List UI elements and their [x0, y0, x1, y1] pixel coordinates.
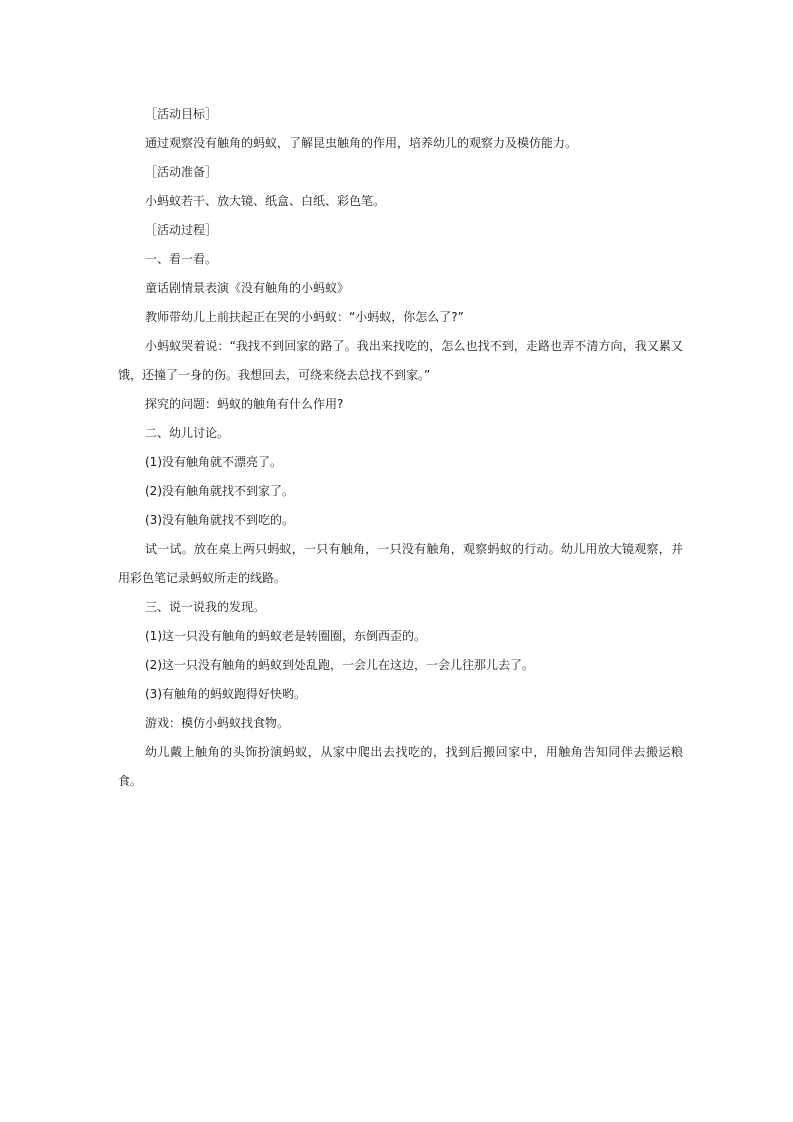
step-heading-discuss: 二、幼儿讨论。	[145, 426, 230, 440]
step-heading-look: 一、看一看。	[145, 252, 218, 266]
document-body	[118, 100, 683, 796]
list-item: (1)没有触角就不漂亮了。	[145, 455, 282, 469]
list-item: (3)有触角的蚂蚁跑得好快哟。	[145, 687, 306, 701]
paragraph: 试一试。放在桌上两只蚂蚁，一只有触角，一只没有触角，观察蚂蚁的行动。幼儿用放大镜观察，并用彩色笔记录蚂蚁所走的线路。	[118, 542, 683, 585]
section-heading-goals: ［活动目标］	[145, 107, 218, 121]
section-heading-preparation: ［活动准备］	[145, 165, 218, 179]
paragraph: 幼儿戴上触角的头饰扮演蚂蚁，从家中爬出去找吃的，找到后搬回家中，用触角告知同伴去搬运粮食。	[118, 745, 683, 788]
list-item: (3)没有触角就找不到吃的。	[145, 513, 294, 527]
section-heading-process: ［活动过程］	[145, 223, 218, 237]
list-item: (1)这一只没有触角的蚂蚁老是转圈圈，东倒西歪的。	[145, 629, 427, 643]
paragraph-preparation: 小蚂蚁若干、放大镜、纸盒、白纸、彩色笔。	[145, 194, 386, 208]
paragraph: 教师带幼儿上前扶起正在哭的小蚂蚁：“小蚂蚁，你怎么了?”	[145, 310, 464, 324]
list-item: (2)没有触角就找不到家了。	[145, 484, 294, 498]
list-item: (2)这一只没有触角的蚂蚁到处乱跑，一会儿在这边，一会儿往那儿去了。	[145, 658, 535, 672]
paragraph-goals: 通过观察没有触角的蚂蚁，了解昆虫触角的作用，培养幼儿的观察力及模仿能力。	[145, 136, 578, 150]
paragraph: 游戏：模仿小蚂蚁找食物。	[145, 716, 290, 730]
step-heading-findings: 三、说一说我的发现。	[145, 600, 266, 614]
paragraph: 探究的问题：蚂蚁的触角有什么作用?	[145, 397, 344, 411]
paragraph: 小蚂蚁哭着说：“我找不到回家的路了。我出来找吃的，怎么也找不到，走路也弄不清方向，我又累又饿，还撞了一身的伤。我想回去，可绕来绕去总找不到家。”	[118, 339, 683, 382]
paragraph: 童话剧情景表演《没有触角的小蚂蚁》	[145, 281, 350, 295]
